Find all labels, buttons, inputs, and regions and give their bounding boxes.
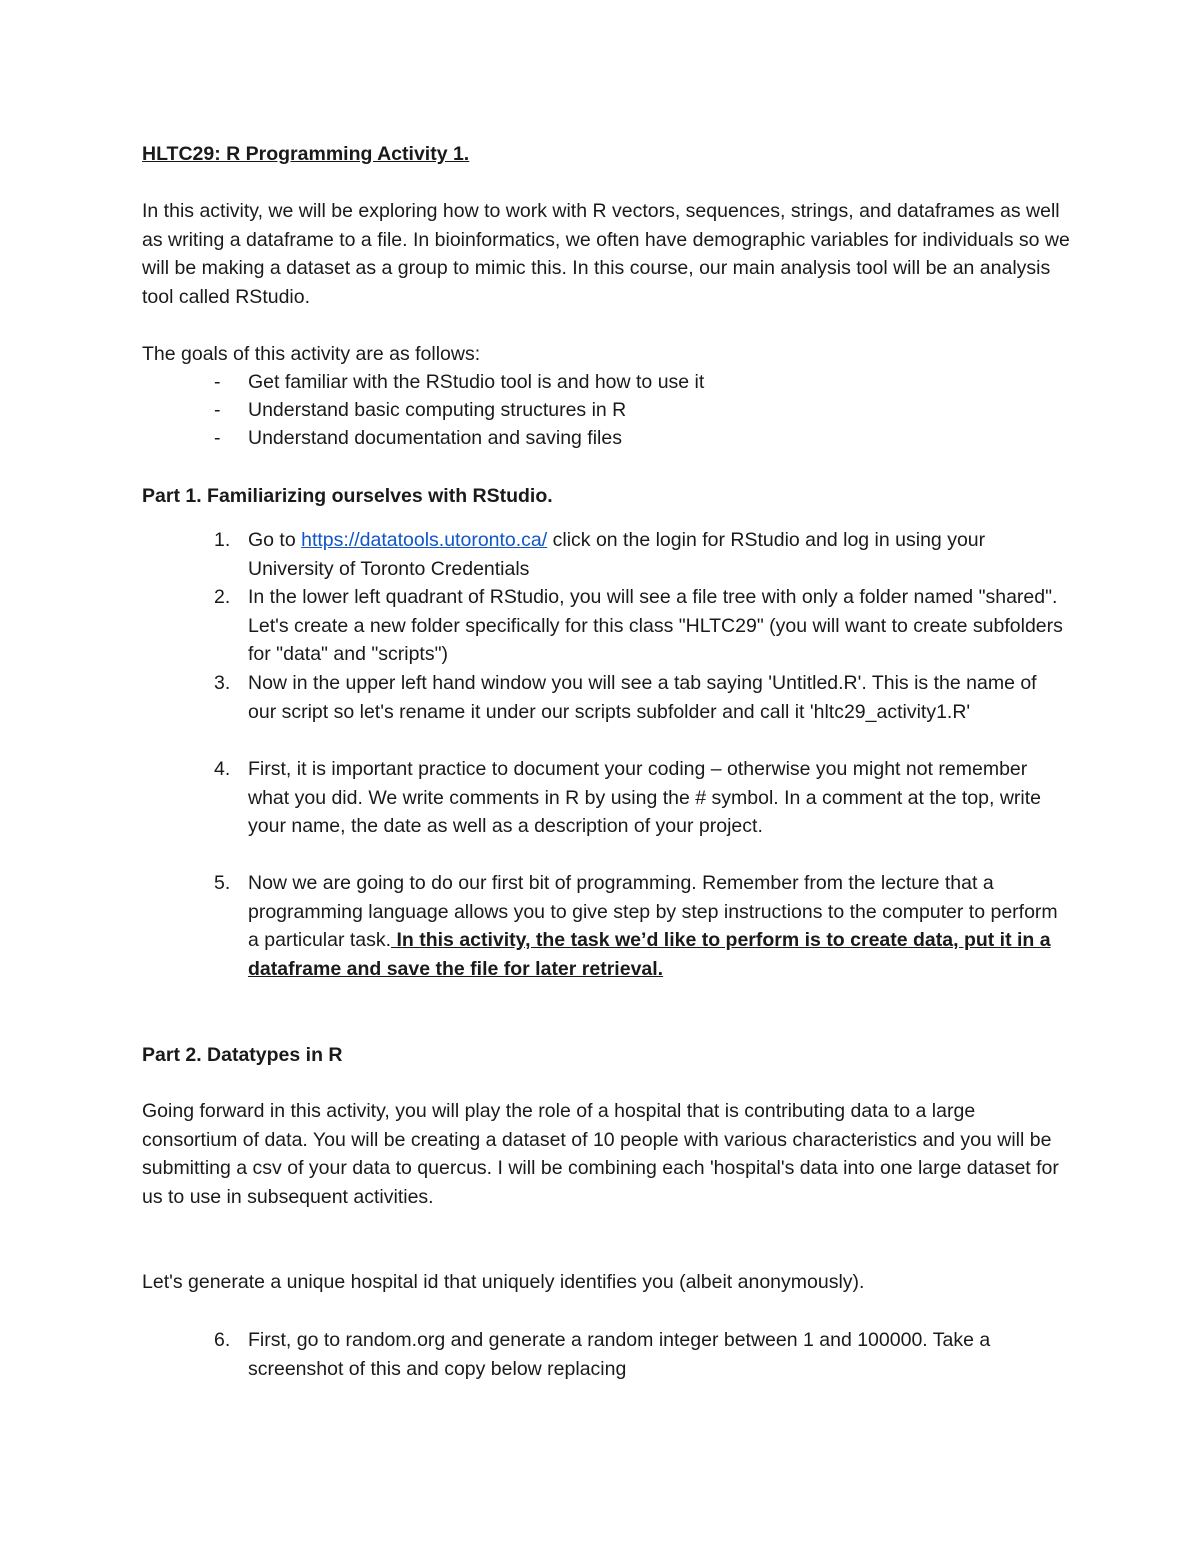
goal-item xyxy=(214,396,1068,425)
document-title: HLTC29: R Programming Activity 1. xyxy=(142,143,470,165)
step-number: 6. xyxy=(214,1329,231,1351)
step-number: 2. xyxy=(214,586,231,608)
step-item-6 xyxy=(214,1326,1068,1383)
hospital-id-paragraph: Let's generate a unique hospital id that uniquely identifies you (albeit anonymously). xyxy=(142,1271,865,1293)
dash-marker: - xyxy=(214,427,221,449)
step-item-1 xyxy=(214,526,1068,583)
step-item-2 xyxy=(214,583,1068,669)
step-text-plain: Now we are going to do our first bit of programming. Remember from the lecture that a programming language allows you to give step by step instructions to the computer to perform a particular task. xyxy=(248,872,1058,951)
step-text-before-link: Go to xyxy=(248,529,302,551)
intro-paragraph: In this activity, we will be exploring how to work with R vectors, sequences, strings, and dataframes as well as writing a dataframe to a file. In bioinformatics, we often have demographic variables for individuals so we will be making a dataset as a group to mimic this. In this course, our main analysis tool will be an analysis tool called RStudio. xyxy=(142,200,1070,308)
goals-lead: The goals of this activity are as follows: xyxy=(142,343,481,365)
step-text: First, go to random.org and generate a random integer between 1 and 100000. Take a screenshot of this and copy below replacing xyxy=(248,1329,991,1380)
part1-heading: Part 1. Familiarizing ourselves with RStudio. xyxy=(142,485,553,507)
goal-text: Understand documentation and saving files xyxy=(248,427,622,449)
step-item-4 xyxy=(214,755,1068,841)
goal-text: Get familiar with the RStudio tool is and how to use it xyxy=(248,371,705,393)
step-text xyxy=(248,529,985,580)
step-text: In the lower left quadrant of RStudio, you will see a file tree with only a folder named "shared". Let's create a new folder specifically for this class "HLTC29" (you will want to create subfolders for "data" and "scripts") xyxy=(248,586,1063,665)
step-text xyxy=(248,872,1058,980)
step-text: First, it is important practice to document your coding – otherwise you might not remember what you did. We write comments in R by using the # symbol. In a comment at the top, write your name, the date as well as a description of your project. xyxy=(248,758,1041,837)
part2-paragraph: Going forward in this activity, you will play the role of a hospital that is contributing data to a large consortium of data. You will be creating a dataset of 10 people with various characteristics and you will be submitting a csv of your data to quercus. I will be combining each 'hospital's data into one large dataset for us to use in subsequent activities. xyxy=(142,1100,1059,1208)
goal-item xyxy=(214,368,1068,397)
step-number: 3. xyxy=(214,672,231,694)
step-item-5 xyxy=(214,869,1068,983)
step-text-emphasis: In this activity, the task we’d like to perform is to create data, put it in a dataframe and save the file for later retrieval. xyxy=(248,929,1051,980)
dash-marker: - xyxy=(214,399,221,421)
step-number: 5. xyxy=(214,872,231,894)
datatools-link[interactable]: https://datatools.utoronto.ca/ xyxy=(301,529,548,551)
step-text-after-link: click on the login for RStudio and log in using your University of Toronto Credentials xyxy=(248,529,986,580)
step-number: 1. xyxy=(214,529,231,551)
part2-heading: Part 2. Datatypes in R xyxy=(142,1044,343,1066)
goal-text: Understand basic computing structures in R xyxy=(248,399,627,421)
step-text: Now in the upper left hand window you will see a tab saying 'Untitled.R'. This is the name of our script so let's rename it under our scripts subfolder and call it 'hltc29_activity1.R' xyxy=(248,672,1037,723)
dash-marker: - xyxy=(214,371,221,393)
step-number: 4. xyxy=(214,758,231,780)
goal-item xyxy=(214,424,1068,453)
step-item-3 xyxy=(214,669,1068,726)
